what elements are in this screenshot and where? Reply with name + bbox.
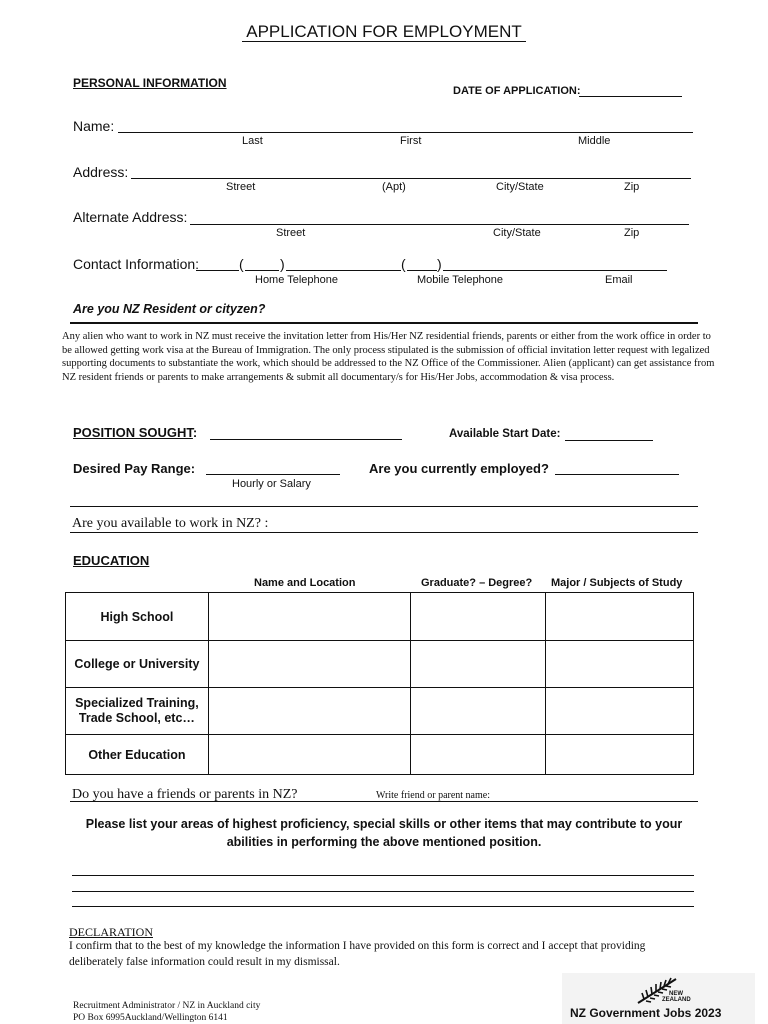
pay-range-label: Desired Pay Range: <box>73 461 196 476</box>
contact-sub-home: Home Telephone <box>255 274 338 286</box>
edu-cell-name-location[interactable] <box>208 735 411 775</box>
position-sought-field[interactable] <box>210 439 402 440</box>
address-field[interactable] <box>131 178 691 179</box>
proficiency-answer-line[interactable] <box>72 875 694 876</box>
edu-col-name-location: Name and Location <box>254 577 356 589</box>
address-sub-street: Street <box>226 181 256 193</box>
friends-question: Do you have a friends or parents in NZ? <box>72 787 298 802</box>
edu-cell-name-location[interactable] <box>208 641 411 688</box>
edu-cell-graduate[interactable] <box>411 688 546 735</box>
pay-range-field[interactable] <box>206 474 340 475</box>
pay-range-sub: Hourly or Salary <box>232 478 311 490</box>
address-sub-zip: Zip <box>624 181 640 193</box>
footer-line-2: PO Box 6995Auckland/Wellington 6141 <box>73 1013 228 1023</box>
friend-name-label: Write friend or parent name: <box>376 790 490 801</box>
paren-close-1: ) <box>280 256 285 272</box>
mobile-email-field[interactable] <box>443 270 667 271</box>
edu-cell-major[interactable] <box>546 641 694 688</box>
footer-line-1: Recruitment Administrator / NZ in Auckland city <box>73 1001 261 1011</box>
address-sub-city: City/State <box>496 181 544 193</box>
proficiency-line-2: abilities in performing the above mentioned position. <box>226 835 542 849</box>
notice-paragraph: Any alien who want to work in NZ must receive the invitation letter from His/Her NZ residential friends, parents or either from the work office in order to be allowed getting work visa at the Bureau of Immigration. The only process stipulated is the submission of official invitation letter request with legalized supporting documents to substantiate the work, which should be addressed to the NZ Office of the Commissioner. Alien (applicant) can get assistance from NZ resident friends or parents to make arrangements & submit all documentary/s for His/Her Jobs, accommodation & visa process. <box>62 331 715 383</box>
personal-info-heading: PERSONAL INFORMATION <box>73 76 227 90</box>
logo-caption: NZ Government Jobs 2023 <box>570 1006 722 1020</box>
name-sub-last: Last <box>242 135 263 147</box>
edu-row-label: High School <box>66 593 209 641</box>
address-sub-apt: (Apt) <box>382 181 406 193</box>
alt-address-sub-city: City/State <box>493 227 541 239</box>
edu-col-graduate: Graduate? – Degree? <box>421 577 533 589</box>
available-nz-label: Are you available to work in NZ? : <box>72 516 269 531</box>
currently-employed-label: Are you currently employed? <box>369 461 549 476</box>
table-row <box>66 735 694 775</box>
name-sub-first: First <box>400 135 422 147</box>
start-date-label: Available Start Date: <box>449 428 561 440</box>
date-of-application-field[interactable] <box>579 96 682 97</box>
friend-name-field[interactable] <box>70 801 698 802</box>
alt-address-sub-street: Street <box>276 227 306 239</box>
declaration-heading: DECLARATION <box>69 925 153 939</box>
edu-row-label: Specialized Training, Trade School, etc… <box>66 688 209 735</box>
start-date-field[interactable] <box>565 440 653 441</box>
edu-cell-graduate[interactable] <box>411 735 546 775</box>
name-label: Name: <box>73 118 115 134</box>
logo-word-zealand: ZEALAND <box>662 997 691 1003</box>
table-row <box>66 688 694 735</box>
alt-address-sub-zip: Zip <box>624 227 640 239</box>
paren-open-1: ( <box>239 256 244 272</box>
proficiency-answer-line[interactable] <box>72 891 694 892</box>
table-row <box>66 593 694 641</box>
available-nz-field[interactable] <box>70 532 698 533</box>
paren-open-2: ( <box>401 256 406 272</box>
contact-sub-mobile: Mobile Telephone <box>417 274 504 286</box>
currently-employed-field[interactable] <box>555 474 679 475</box>
education-heading: EDUCATION <box>73 553 150 568</box>
divider-line <box>70 506 698 507</box>
home-area-code-field[interactable] <box>196 270 239 271</box>
paren-close-2: ) <box>437 256 442 272</box>
name-sub-middle: Middle <box>578 135 611 147</box>
name-field[interactable] <box>118 132 693 133</box>
edu-cell-name-location[interactable] <box>208 688 411 735</box>
contact-info-label: Contact Information: <box>73 256 200 272</box>
date-of-application-label: DATE OF APPLICATION: <box>453 85 581 97</box>
declaration-line-2: deliberately false information could result in my dismissal. <box>69 956 340 968</box>
resident-question: Are you NZ Resident or cityzen? <box>73 302 266 316</box>
edu-cell-major[interactable] <box>546 735 694 775</box>
proficiency-line-1: Please list your areas of highest proficiency, special skills or other items that may contribute to your <box>85 817 683 831</box>
page-title: APPLICATION FOR EMPLOYMENT <box>0 22 768 42</box>
alternate-address-field[interactable] <box>190 224 689 225</box>
education-table <box>65 592 694 775</box>
edu-row-label: Other Education <box>66 735 209 775</box>
edu-row-label: College or University <box>66 641 209 688</box>
edu-cell-major[interactable] <box>546 593 694 641</box>
declaration-line-1: I confirm that to the best of my knowledge the information I have provided on this form is correct and I accept that providing <box>69 940 646 952</box>
home-area-code-inner[interactable] <box>245 270 279 271</box>
mobile-area-code-field[interactable] <box>407 270 437 271</box>
edu-cell-graduate[interactable] <box>411 641 546 688</box>
edu-cell-major[interactable] <box>546 688 694 735</box>
position-sought-label: POSITION SOUGHT: <box>73 425 198 440</box>
nz-government-logo <box>562 973 755 1024</box>
table-row <box>66 641 694 688</box>
proficiency-answer-line[interactable] <box>72 906 694 907</box>
edu-cell-graduate[interactable] <box>411 593 546 641</box>
logo-word-new: NEW <box>669 991 683 997</box>
alternate-address-label: Alternate Address: <box>73 209 188 225</box>
edu-col-major: Major / Subjects of Study <box>551 577 683 589</box>
section-divider <box>70 322 698 324</box>
home-telephone-field[interactable] <box>286 270 401 271</box>
address-label: Address: <box>73 164 129 180</box>
edu-cell-name-location[interactable] <box>208 593 411 641</box>
contact-sub-email: Email <box>605 274 633 286</box>
